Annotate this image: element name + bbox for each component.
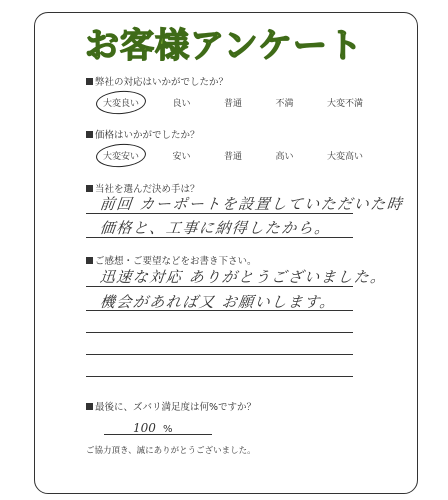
satisfaction-unit: % [163,424,173,435]
q4-rule-4 [86,354,353,355]
q2-option-5: 大変高い [326,152,363,162]
question-2-label: 価格はいかがでしたか？ [95,130,200,141]
q3-answer-line-1: 前回 カーポートを設置していただいた時 [99,195,405,213]
checkbox-mark-icon [86,78,93,85]
question-1 [86,74,228,88]
question-5-label: 最後に、ズバリ満足度は何%ですか？ [95,402,257,413]
checkbox-mark-icon [86,257,93,264]
thank-you-note: ご協力頂き、誠にありがとうございました。 [86,446,256,456]
question-4-label: ご感想・ご要望などをお書き下さい。 [95,256,257,267]
q4-rule-1 [86,286,353,287]
q2-option-3: 普通 [223,152,242,162]
checkbox-mark-icon [86,131,93,138]
satisfaction-underline [104,434,212,435]
q4-rule-2 [86,310,353,311]
question-4 [86,253,257,267]
q1-option-1-selected: 大変良い [103,96,139,109]
q4-answer-line-1: 迅速な対応 ありがとうございました。 [99,268,388,286]
question-1-label: 弊社の対応はいかがでしたか？ [95,77,229,88]
checkbox-mark-icon [86,403,93,410]
satisfaction-value: 100 [133,421,156,435]
q4-rule-5 [86,376,353,377]
question-2-options [103,149,363,162]
q1-option-2: 良い [172,99,191,109]
q2-option-1-selected: 大変安い [103,149,139,162]
question-1-options [103,96,363,109]
satisfaction-answer [133,421,173,435]
q3-answer-line-2: 価格と、工事に納得したから。 [99,219,332,237]
q4-answer-line-2: 機会があれば又 お願いします。 [99,293,337,311]
q3-rule-2 [86,237,353,238]
q1-option-5: 大変不満 [326,99,363,109]
question-3-label: 当社を選んだ決め手は？ [95,184,200,195]
q1-option-3: 普通 [223,99,242,109]
question-2 [86,127,200,141]
q4-rule-3 [86,332,353,333]
q3-rule-1 [86,213,353,214]
q2-option-4: 高い [275,152,294,162]
question-5 [86,399,256,413]
q2-option-2: 安い [172,152,191,162]
checkbox-mark-icon [86,185,93,192]
q1-option-4: 不満 [275,99,294,109]
survey-title: お客様アンケート [85,26,363,66]
